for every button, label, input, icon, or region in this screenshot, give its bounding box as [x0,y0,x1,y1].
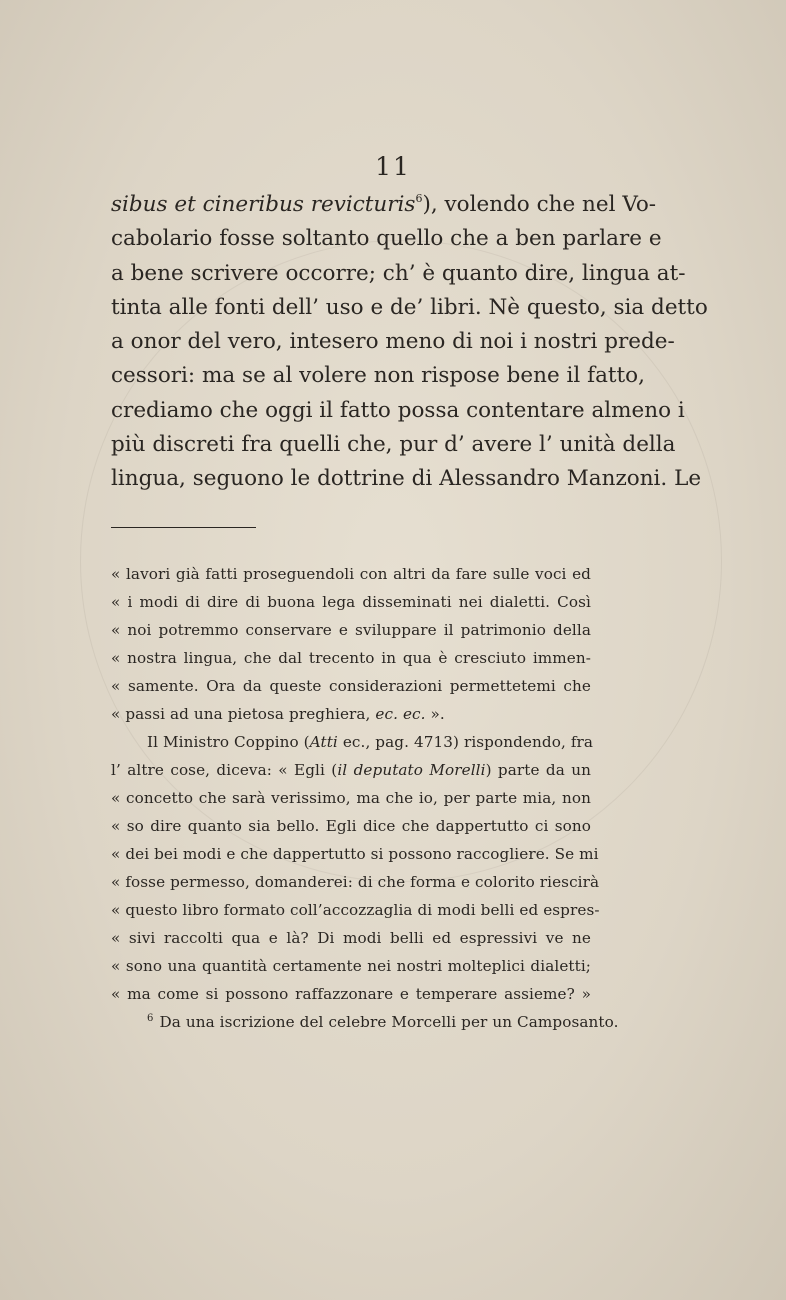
main-line-1 [111,188,657,222]
main-line-8: più discreti fra quelli che, pur d’ avere l’ unità della [111,432,676,458]
quote-line: « nostra lingua, che dal trecento in qua è cresciuto immen- [111,649,591,667]
quote-line: « lavori già fatti proseguendoli con altri da fare sulle voci ed [111,565,591,583]
main-line-4: tinta alle fonti dell’ uso e de’ libri. Nè questo, sia detto [111,294,708,320]
quote-line: « i modi di dire di buona lega disseminati nei dialetti. Così [111,593,591,611]
main-line-1-rest: ), volendo che nel Vo- [422,192,657,217]
para2-line2-end: ) parte da un [485,761,591,779]
footnote-number: 6 [147,1013,154,1024]
footnote-6 [111,1008,619,1036]
para2-line-1 [111,728,594,756]
para2-mid: ec., pag. 4713) rispondendo, fra [337,733,594,751]
footnote-divider [111,527,256,528]
latin-quote: sibus et cineribus revicturis [111,192,416,217]
main-text [111,188,708,497]
quote-line: « noi potremmo conservare e sviluppare il patrimonio della [111,621,591,639]
main-line-3: a bene scrivere occorre; ch’ è quanto dire, lingua at- [111,260,686,286]
quote-last-text: « passi ad una pietosa preghiera, [111,705,371,723]
quote-close: ». [425,705,445,723]
footnotes [111,560,619,1036]
page-number: 11 [375,152,411,181]
main-line-9: lingua, seguono le dottrine di Alessandro Manzoni. Le [111,466,702,492]
para2-line: « so dire quanto sia bello. Egli dice che dappertutto ci sono [111,817,591,835]
para2-line: « fosse permesso, domanderei: di che forma e colorito riescirà [111,873,600,891]
quote-last-line [111,700,591,728]
main-line-5: a onor del vero, intesero meno di noi i nostri prede- [111,329,675,355]
para2-start: Il Ministro Coppino ( [147,733,310,751]
main-line-6: cessori: ma se al volere non rispose bene il fatto, [111,363,645,389]
para2-line: « sono una quantità certamente nei nostri molteplici dialetti; [111,957,591,975]
para2-line: « sivi raccolti qua e là? Di modi belli ed espressivi ve ne [111,929,591,947]
quote-last-italic: ec. ec. [375,705,426,723]
quote-line: « samente. Ora da queste considerazioni permettetemi che [111,677,591,695]
para2-line2-start: l’ altre cose, diceva: « Egli ( [111,761,338,779]
main-line-2: cabolario fosse soltanto quello che a ben parlare e [111,226,662,252]
para2-line: « concetto che sarà verissimo, ma che io, per parte mia, non [111,789,591,807]
para2-line: « ma come si possono raffazzonare e temperare assieme? » [111,985,591,1003]
para2-line: « questo libro formato coll’accozzaglia di modi belli ed espres- [111,901,600,919]
footnote-text: Da una iscrizione del celebre Morcelli per un Camposanto. [159,1013,619,1031]
deputato-italic: il deputato Morelli [337,761,486,779]
atti-italic: Atti [309,733,338,751]
para2-line: « dei bei modi e che dappertutto si possono raccogliere. Se mi [111,845,599,863]
main-line-7: crediamo che oggi il fatto possa contentare almeno i [111,397,685,423]
footnote-ref: 6 [415,192,423,205]
para2-line-2 [111,756,591,784]
